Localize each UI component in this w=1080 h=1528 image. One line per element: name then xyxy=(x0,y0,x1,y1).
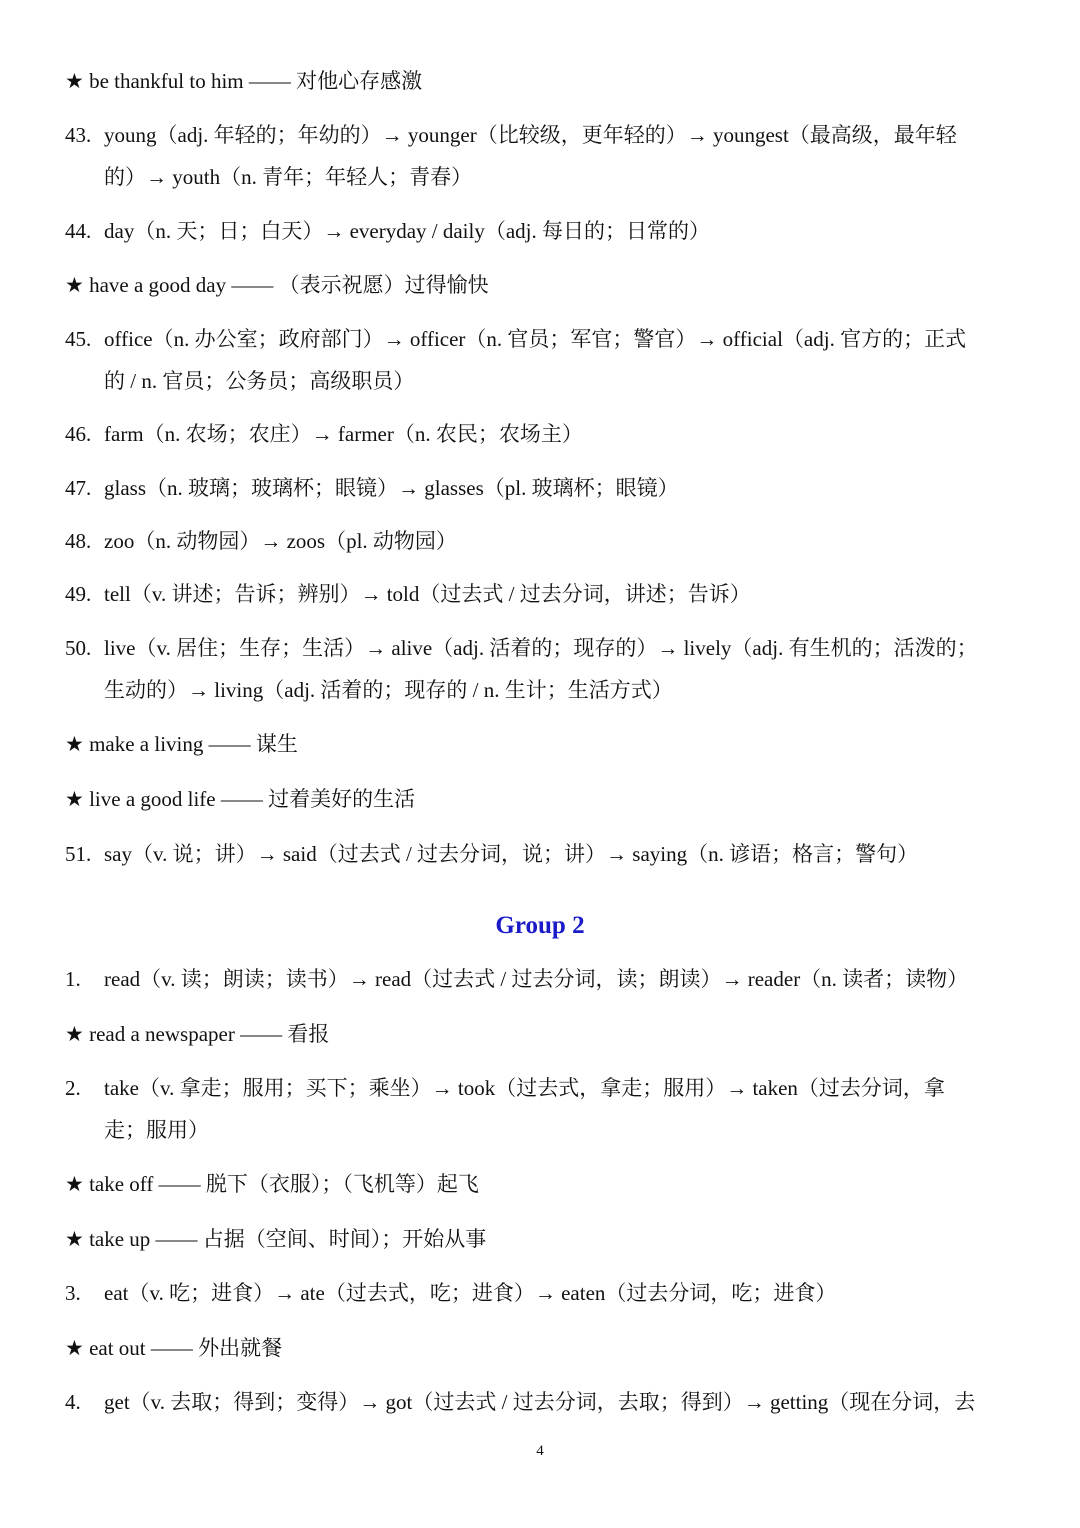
phrase-text: ★ be thankful to him —— 对他心存感激 xyxy=(65,69,423,93)
entry-text: young（adj. 年轻的；年幼的）→ younger（比较级，更年轻的）→ youngest（最高级，最年轻 xyxy=(104,123,957,147)
entry-text: take（v. 拿走；服用；买下；乘坐）→ took（过去式，拿走；服用）→ taken（过去分词，拿 xyxy=(104,1076,945,1100)
entry-text: say（v. 说；讲）→ said（过去式 / 过去分词，说；讲）→ saying（n. 谚语；格言；警句） xyxy=(104,842,919,866)
phrase-text: ★ live a good life —— 过着美好的生活 xyxy=(65,787,416,811)
entry-text: read（v. 读；朗读；读书）→ read（过去式 / 过去分词，读；朗读）→ reader（n. 读者；读物） xyxy=(104,967,969,991)
entry-number: 48. xyxy=(65,529,92,553)
entry-text: office（n. 办公室；政府部门）→ officer（n. 官员；军官；警官）→ official（adj. 官方的；正式 xyxy=(104,327,967,351)
page-number: 4 xyxy=(536,1443,544,1459)
entry-number: 50. xyxy=(65,636,92,660)
entry-number: 43. xyxy=(65,123,92,147)
entry-text: glass（n. 玻璃；玻璃杯；眼镜）→ glasses（pl. 玻璃杯；眼镜） xyxy=(104,476,679,500)
entry-number: 45. xyxy=(65,327,92,351)
entry-number: 1. xyxy=(65,967,81,991)
phrase-text: ★ take up —— 占据（空间、时间）；开始从事 xyxy=(65,1227,487,1251)
entry-text: tell（v. 讲述；告诉；辨别）→ told（过去式 / 过去分词，讲述；告诉） xyxy=(104,582,751,606)
phrase-text: ★ take off —— 脱下（衣服）；（飞机等）起飞 xyxy=(65,1172,479,1196)
entry-text: get（v. 去取；得到；变得）→ got（过去式 / 过去分词，去取；得到）→ getting（现在分词，去 xyxy=(104,1390,976,1414)
entry-continuation: 生动的）→ living（adj. 活着的；现存的 / n. 生计；生活方式） xyxy=(104,678,673,702)
entry-continuation: 的）→ youth（n. 青年；年轻人；青春） xyxy=(104,165,473,189)
entry-continuation: 的 / n. 官员；公务员；高级职员） xyxy=(104,369,415,393)
entry-text: live（v. 居住；生存；生活）→ alive（adj. 活着的；现存的）→ lively（adj. 有生机的；活泼的； xyxy=(104,636,978,660)
phrase-text: ★ have a good day —— （表示祝愿）过得愉快 xyxy=(65,273,489,297)
entry-text: day（n. 天；日；白天）→ everyday / daily（adj. 每日的；日常的） xyxy=(104,219,711,243)
phrase-text: ★ make a living —— 谋生 xyxy=(65,732,298,756)
entry-number: 51. xyxy=(65,842,92,866)
entry-number: 2. xyxy=(65,1076,81,1100)
phrase-text: ★ eat out —— 外出就餐 xyxy=(65,1336,283,1360)
entry-number: 49. xyxy=(65,582,92,606)
entry-text: zoo（n. 动物园）→ zoos（pl. 动物园） xyxy=(104,529,457,553)
entry-number: 46. xyxy=(65,422,92,446)
entry-text: farm（n. 农场；农庄）→ farmer（n. 农民；农场主） xyxy=(104,422,583,446)
phrase-text: ★ read a newspaper —— 看报 xyxy=(65,1022,330,1046)
entry-continuation: 走；服用） xyxy=(104,1118,209,1142)
entry-number: 44. xyxy=(65,219,92,243)
entry-number: 4. xyxy=(65,1390,81,1414)
entry-number: 47. xyxy=(65,476,92,500)
entry-text: eat（v. 吃；进食）→ ate（过去式，吃；进食）→ eaten（过去分词，吃；进食） xyxy=(104,1281,837,1305)
entry-number: 3. xyxy=(65,1281,81,1305)
group-heading: Group 2 xyxy=(495,912,585,939)
